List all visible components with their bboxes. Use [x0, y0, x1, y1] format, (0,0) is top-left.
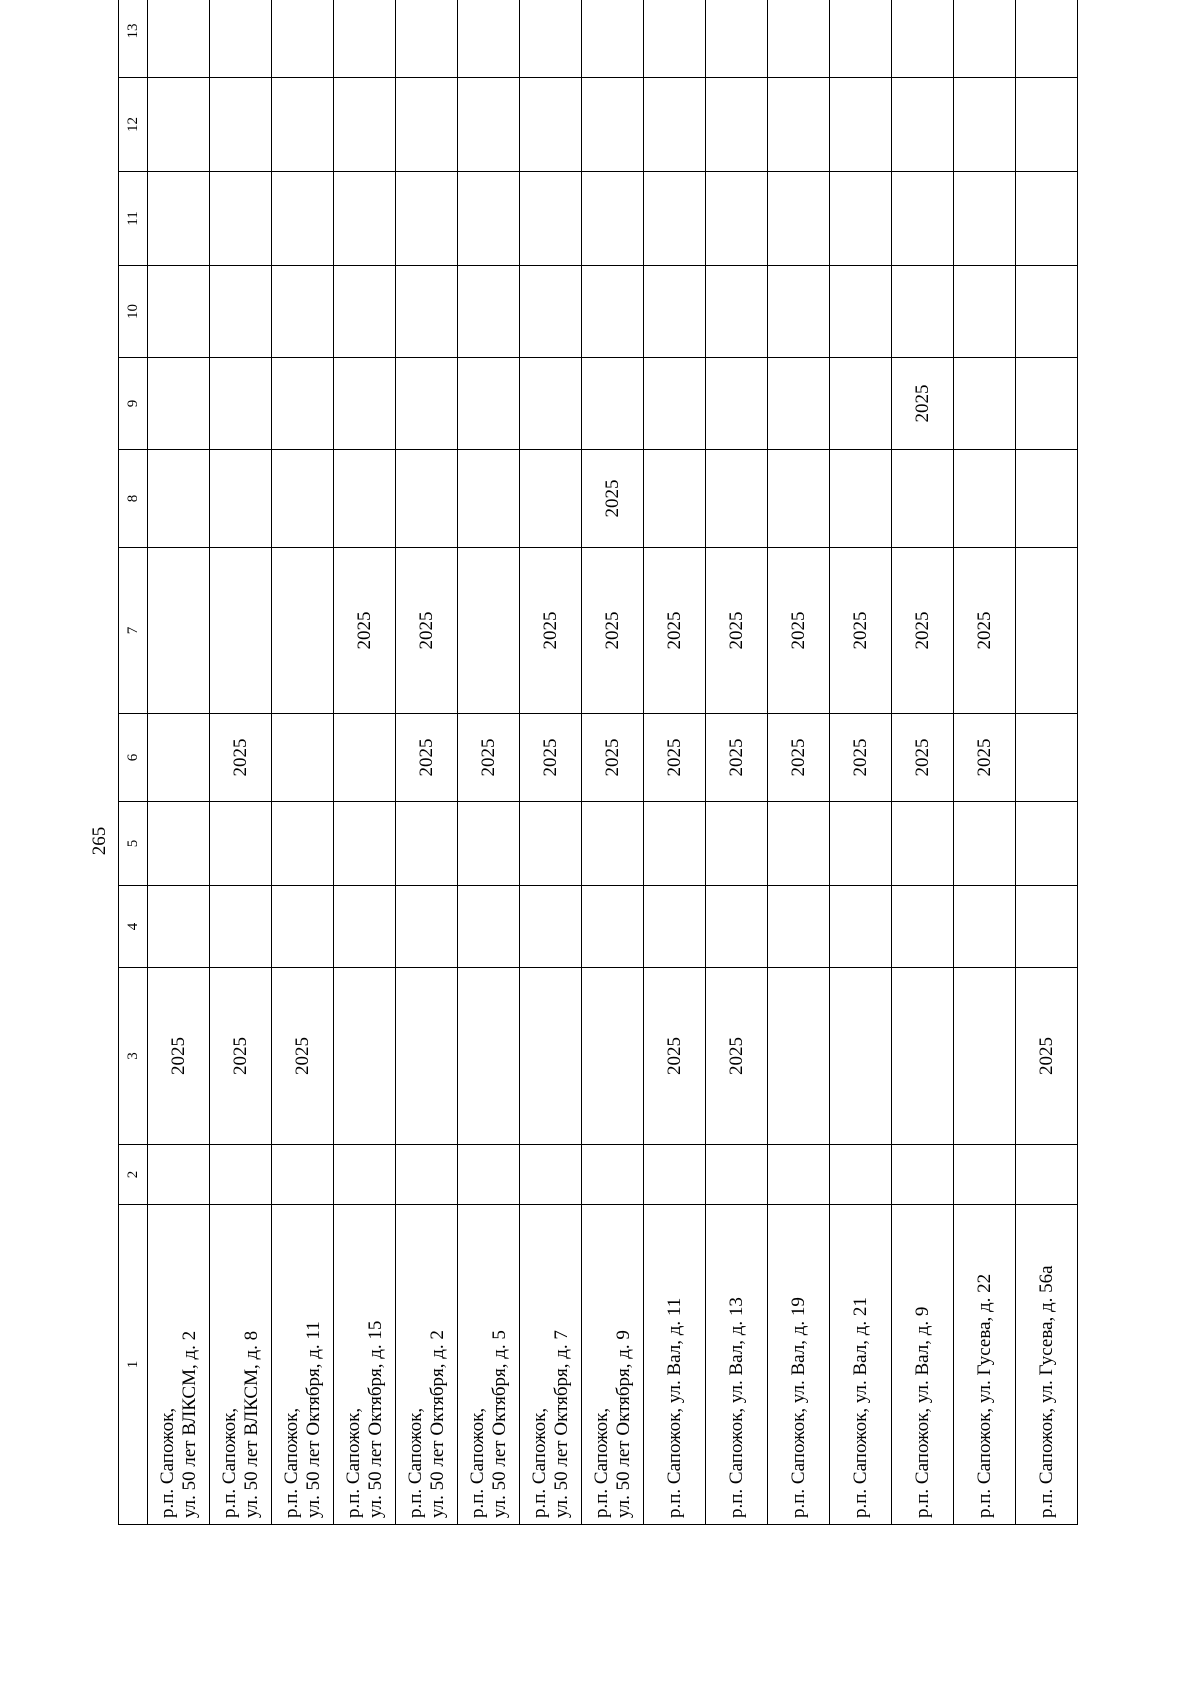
column-header-6: 6: [119, 714, 148, 802]
year-cell-col-8: [272, 450, 334, 548]
year-cell-col-3: [768, 968, 830, 1145]
year-cell-col-11: [210, 172, 272, 266]
year-cell-col-5: [458, 802, 520, 886]
header-row: [119, 0, 148, 1525]
address-line-1: р.п. Сапожок, ул. Вал, д. 21: [849, 1297, 871, 1518]
year-cell-col-2: [334, 1145, 396, 1205]
year-cell-col-12: [396, 78, 458, 172]
column-header-8: 8: [119, 450, 148, 548]
year-cell-col-7: [272, 548, 334, 714]
year-cell-col-10: [272, 266, 334, 358]
column-header-13: 13: [119, 0, 148, 78]
year-cell-col-12: [582, 78, 644, 172]
year-cell-col-9: [458, 358, 520, 450]
year-cell-col-10: [396, 266, 458, 358]
year-cell-col-2: [830, 1145, 892, 1205]
year-cell-col-2: [148, 1145, 210, 1205]
year-cell-col-4: [706, 886, 768, 968]
address-cell: [582, 1205, 644, 1525]
address-cell: [1016, 1205, 1078, 1525]
year-cell-col-2: [954, 1145, 1016, 1205]
table-body: [119, 0, 1078, 1525]
table-row: [520, 0, 582, 1525]
address-line-1: р.п. Сапожок,: [218, 1407, 240, 1518]
year-cell-col-13: [520, 0, 582, 78]
year-cell-col-7: [458, 548, 520, 714]
year-cell-col-3: 2025: [272, 968, 334, 1145]
year-cell-col-12: [334, 78, 396, 172]
year-cell-col-13: [1016, 0, 1078, 78]
table-row: [644, 0, 706, 1525]
table-row: [892, 0, 954, 1525]
year-cell-col-10: [892, 266, 954, 358]
year-cell-col-7: [210, 548, 272, 714]
year-cell-col-2: [1016, 1145, 1078, 1205]
address-line-2: ул. 50 лет ВЛКСМ, д. 2: [178, 1330, 200, 1518]
address-cell: [148, 1205, 210, 1525]
year-cell-col-13: [148, 0, 210, 78]
year-cell-col-3: 2025: [1016, 968, 1078, 1145]
schedule-table-wrapper: [118, 23, 1071, 1525]
year-cell-col-2: [706, 1145, 768, 1205]
year-cell-col-8: [892, 450, 954, 548]
year-cell-col-6: 2025: [830, 714, 892, 802]
year-cell-col-10: [954, 266, 1016, 358]
year-cell-col-8: [458, 450, 520, 548]
year-cell-col-9: [768, 358, 830, 450]
address-line-2: ул. 50 лет Октября, д. 9: [612, 1330, 634, 1518]
address-line-1: р.п. Сапожок,: [404, 1407, 426, 1518]
year-cell-col-7: 2025: [644, 548, 706, 714]
year-cell-col-13: [830, 0, 892, 78]
year-cell-col-7: 2025: [768, 548, 830, 714]
year-cell-col-12: [768, 78, 830, 172]
column-header-3: 3: [119, 968, 148, 1145]
table-row: [272, 0, 334, 1525]
year-cell-col-4: [272, 886, 334, 968]
column-header-4: 4: [119, 886, 148, 968]
year-cell-col-8: [334, 450, 396, 548]
year-cell-col-9: [148, 358, 210, 450]
year-cell-col-6: 2025: [892, 714, 954, 802]
address-line-2: ул. 50 лет Октября, д. 11: [302, 1321, 324, 1518]
year-cell-col-8: [1016, 450, 1078, 548]
year-cell-col-12: [210, 78, 272, 172]
year-cell-col-4: [1016, 886, 1078, 968]
year-cell-col-8: [148, 450, 210, 548]
address-cell: [458, 1205, 520, 1525]
year-cell-col-4: [210, 886, 272, 968]
table-row: [582, 0, 644, 1525]
address-cell: [396, 1205, 458, 1525]
year-cell-col-6: 2025: [396, 714, 458, 802]
table-row: [954, 0, 1016, 1525]
address-cell: [272, 1205, 334, 1525]
year-cell-col-3: 2025: [644, 968, 706, 1145]
year-cell-col-9: [520, 358, 582, 450]
year-cell-col-3: 2025: [148, 968, 210, 1145]
column-header-12: 12: [119, 78, 148, 172]
year-cell-col-2: [272, 1145, 334, 1205]
address-line-1: р.п. Сапожок,: [528, 1407, 550, 1518]
column-header-7: 7: [119, 548, 148, 714]
year-cell-col-11: [582, 172, 644, 266]
year-cell-col-10: [334, 266, 396, 358]
year-cell-col-7: 2025: [954, 548, 1016, 714]
year-cell-col-4: [334, 886, 396, 968]
column-header-9: 9: [119, 358, 148, 450]
year-cell-col-6: 2025: [768, 714, 830, 802]
address-cell: [210, 1205, 272, 1525]
address-line-1: р.п. Сапожок,: [156, 1407, 178, 1518]
year-cell-col-7: 2025: [830, 548, 892, 714]
year-cell-col-7: 2025: [892, 548, 954, 714]
year-cell-col-12: [1016, 78, 1078, 172]
year-cell-col-10: [830, 266, 892, 358]
year-cell-col-8: [520, 450, 582, 548]
year-cell-col-9: 2025: [892, 358, 954, 450]
year-cell-col-8: [644, 450, 706, 548]
year-cell-col-13: [334, 0, 396, 78]
year-cell-col-13: [582, 0, 644, 78]
year-cell-col-6: 2025: [706, 714, 768, 802]
year-cell-col-10: [210, 266, 272, 358]
table-row: [830, 0, 892, 1525]
table-row: [334, 0, 396, 1525]
year-cell-col-2: [210, 1145, 272, 1205]
year-cell-col-5: [1016, 802, 1078, 886]
year-cell-col-11: [644, 172, 706, 266]
address-cell: [954, 1205, 1016, 1525]
column-header-11: 11: [119, 172, 148, 266]
year-cell-col-8: [706, 450, 768, 548]
year-cell-col-2: [892, 1145, 954, 1205]
year-cell-col-12: [458, 78, 520, 172]
address-cell: [892, 1205, 954, 1525]
year-cell-col-11: [892, 172, 954, 266]
year-cell-col-8: [396, 450, 458, 548]
year-cell-col-6: 2025: [210, 714, 272, 802]
year-cell-col-4: [148, 886, 210, 968]
year-cell-col-3: [334, 968, 396, 1145]
year-cell-col-4: [768, 886, 830, 968]
year-cell-col-9: [954, 358, 1016, 450]
year-cell-col-13: [644, 0, 706, 78]
year-cell-col-12: [644, 78, 706, 172]
year-cell-col-2: [644, 1145, 706, 1205]
year-cell-col-2: [458, 1145, 520, 1205]
year-cell-col-3: 2025: [210, 968, 272, 1145]
year-cell-col-6: 2025: [644, 714, 706, 802]
year-cell-col-4: [582, 886, 644, 968]
year-cell-col-12: [892, 78, 954, 172]
year-cell-col-7: 2025: [396, 548, 458, 714]
year-cell-col-5: [272, 802, 334, 886]
year-cell-col-6: [148, 714, 210, 802]
column-header-1: 1: [119, 1205, 148, 1525]
year-cell-col-12: [148, 78, 210, 172]
year-cell-col-11: [954, 172, 1016, 266]
year-cell-col-5: [334, 802, 396, 886]
year-cell-col-12: [272, 78, 334, 172]
year-cell-col-13: [892, 0, 954, 78]
year-cell-col-4: [644, 886, 706, 968]
address-line-1: р.п. Сапожок,: [342, 1407, 364, 1518]
year-cell-col-11: [396, 172, 458, 266]
address-line-1: р.п. Сапожок, ул. Вал, д. 13: [725, 1297, 747, 1518]
year-cell-col-11: [272, 172, 334, 266]
year-cell-col-2: [520, 1145, 582, 1205]
year-cell-col-8: [954, 450, 1016, 548]
address-line-1: р.п. Сапожок, ул. Вал, д. 9: [911, 1306, 933, 1518]
year-cell-col-5: [706, 802, 768, 886]
year-cell-col-9: [210, 358, 272, 450]
address-line-2: ул. 50 лет Октября, д. 15: [364, 1320, 386, 1518]
year-cell-col-9: [830, 358, 892, 450]
year-cell-col-10: [706, 266, 768, 358]
year-cell-col-7: 2025: [582, 548, 644, 714]
year-cell-col-6: [1016, 714, 1078, 802]
address-cell: [706, 1205, 768, 1525]
year-cell-col-5: [582, 802, 644, 886]
address-cell: [768, 1205, 830, 1525]
year-cell-col-3: [396, 968, 458, 1145]
column-header-2: 2: [119, 1145, 148, 1205]
year-cell-col-9: [644, 358, 706, 450]
address-line-1: р.п. Сапожок, ул. Вал, д. 19: [787, 1297, 809, 1518]
year-cell-col-10: [644, 266, 706, 358]
table-row: [458, 0, 520, 1525]
year-cell-col-3: [458, 968, 520, 1145]
table-row: [148, 0, 210, 1525]
year-cell-col-7: 2025: [520, 548, 582, 714]
year-cell-col-13: [458, 0, 520, 78]
year-cell-col-5: [768, 802, 830, 886]
year-cell-col-5: [148, 802, 210, 886]
address-cell: [334, 1205, 396, 1525]
year-cell-col-3: [830, 968, 892, 1145]
year-cell-col-6: 2025: [582, 714, 644, 802]
year-cell-col-5: [892, 802, 954, 886]
year-cell-col-11: [768, 172, 830, 266]
address-cell: [830, 1205, 892, 1525]
year-cell-col-13: [396, 0, 458, 78]
year-cell-col-8: [830, 450, 892, 548]
year-cell-col-4: [954, 886, 1016, 968]
year-cell-col-8: [210, 450, 272, 548]
address-line-1: р.п. Сапожок, ул. Гусева, д. 56а: [1035, 1265, 1057, 1518]
year-cell-col-11: [334, 172, 396, 266]
year-cell-col-5: [644, 802, 706, 886]
year-cell-col-13: [706, 0, 768, 78]
year-cell-col-9: [396, 358, 458, 450]
year-cell-col-12: [706, 78, 768, 172]
year-cell-col-13: [210, 0, 272, 78]
year-cell-col-8: 2025: [582, 450, 644, 548]
year-cell-col-11: [1016, 172, 1078, 266]
year-cell-col-7: [1016, 548, 1078, 714]
year-cell-col-3: [892, 968, 954, 1145]
year-cell-col-7: 2025: [334, 548, 396, 714]
year-cell-col-10: [582, 266, 644, 358]
year-cell-col-10: [1016, 266, 1078, 358]
year-cell-col-6: 2025: [954, 714, 1016, 802]
address-line-1: р.п. Сапожок, ул. Гусева, д. 22: [973, 1273, 995, 1518]
year-cell-col-6: 2025: [520, 714, 582, 802]
year-cell-col-3: [954, 968, 1016, 1145]
year-cell-col-11: [148, 172, 210, 266]
year-cell-col-6: [334, 714, 396, 802]
year-cell-col-10: [768, 266, 830, 358]
year-cell-col-7: 2025: [706, 548, 768, 714]
year-cell-col-3: 2025: [706, 968, 768, 1145]
year-cell-col-12: [520, 78, 582, 172]
year-cell-col-5: [520, 802, 582, 886]
year-cell-col-4: [396, 886, 458, 968]
page-number: 265: [89, 826, 110, 856]
year-cell-col-12: [954, 78, 1016, 172]
year-cell-col-13: [272, 0, 334, 78]
year-cell-col-5: [830, 802, 892, 886]
address-line-1: р.п. Сапожок,: [280, 1407, 302, 1518]
year-cell-col-9: [1016, 358, 1078, 450]
year-cell-col-4: [520, 886, 582, 968]
year-cell-col-9: [272, 358, 334, 450]
year-cell-col-2: [768, 1145, 830, 1205]
year-cell-col-5: [396, 802, 458, 886]
year-cell-col-5: [954, 802, 1016, 886]
year-cell-col-6: [272, 714, 334, 802]
year-cell-col-13: [954, 0, 1016, 78]
year-cell-col-11: [458, 172, 520, 266]
year-cell-col-9: [706, 358, 768, 450]
table-row: [706, 0, 768, 1525]
year-cell-col-7: [148, 548, 210, 714]
year-cell-col-8: [768, 450, 830, 548]
year-cell-col-5: [210, 802, 272, 886]
table-row: [396, 0, 458, 1525]
address-cell: [520, 1205, 582, 1525]
year-cell-col-9: [334, 358, 396, 450]
address-line-1: р.п. Сапожок, ул. Вал, д. 11: [663, 1297, 685, 1518]
year-cell-col-11: [520, 172, 582, 266]
table-row: [210, 0, 272, 1525]
year-cell-col-10: [520, 266, 582, 358]
address-line-2: ул. 50 лет Октября, д. 7: [550, 1330, 572, 1518]
year-cell-col-10: [458, 266, 520, 358]
year-cell-col-11: [830, 172, 892, 266]
table-row: [768, 0, 830, 1525]
year-cell-col-6: 2025: [458, 714, 520, 802]
year-cell-col-4: [892, 886, 954, 968]
year-cell-col-12: [830, 78, 892, 172]
table-row: [1016, 0, 1078, 1525]
year-cell-col-11: [706, 172, 768, 266]
year-cell-col-9: [582, 358, 644, 450]
schedule-table: [118, 0, 1078, 1525]
year-cell-col-13: [768, 0, 830, 78]
year-cell-col-2: [396, 1145, 458, 1205]
year-cell-col-4: [458, 886, 520, 968]
address-line-2: ул. 50 лет Октября, д. 5: [488, 1330, 510, 1518]
column-header-10: 10: [119, 266, 148, 358]
year-cell-col-3: [582, 968, 644, 1145]
address-cell: [644, 1205, 706, 1525]
year-cell-col-4: [830, 886, 892, 968]
address-line-1: р.п. Сапожок,: [466, 1407, 488, 1518]
year-cell-col-3: [520, 968, 582, 1145]
address-line-2: ул. 50 лет Октября, д. 2: [426, 1330, 448, 1518]
column-header-5: 5: [119, 802, 148, 886]
year-cell-col-10: [148, 266, 210, 358]
address-line-1: р.п. Сапожок,: [590, 1407, 612, 1518]
address-line-2: ул. 50 лет ВЛКСМ, д. 8: [240, 1330, 262, 1518]
year-cell-col-2: [582, 1145, 644, 1205]
